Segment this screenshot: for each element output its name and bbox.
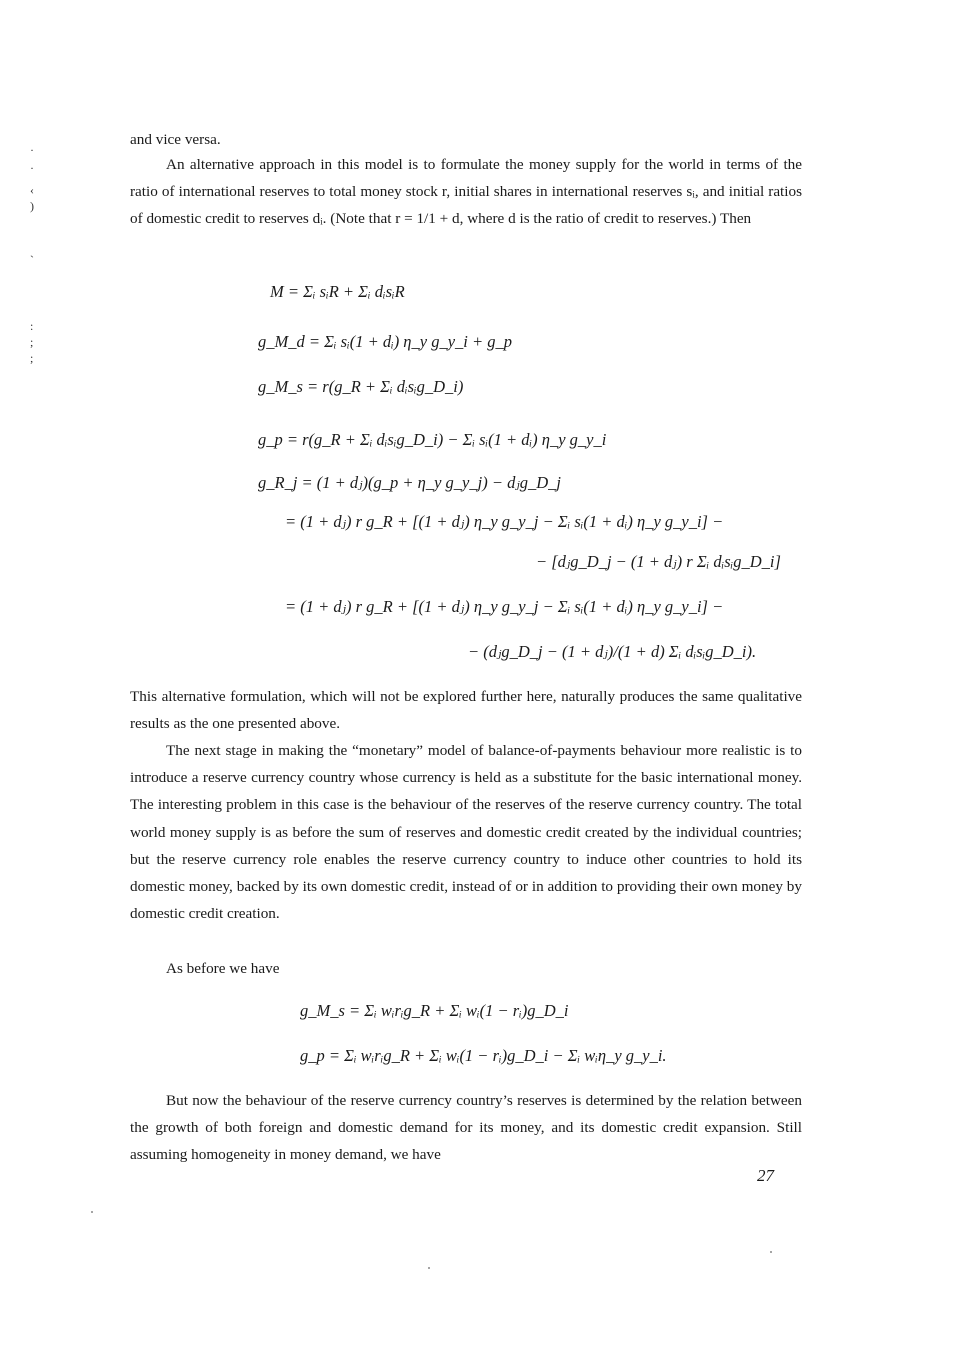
equation-gms-2: g_M_s = Σᵢ wᵢrᵢg_R + Σᵢ wᵢ(1 − rᵢ)g_D_i	[300, 1001, 569, 1020]
equation-gp: g_p = r(g_R + Σᵢ dᵢsᵢg_D_i) − Σᵢ sᵢ(1 + dᵢ) η_y g_y_i	[258, 430, 607, 449]
paragraph-alternative-approach: An alternative approach in this model is to formulate the money supply for the world in terms of the ratio of international reserves to total money stock r, initial shares in international reserves sᵢ, and initial ratios of domestic credit to reserves dᵢ. (Note that r = 1/1 + d, where d is the ratio of credit to reserves.) Then	[130, 156, 802, 228]
scan-speck	[770, 1251, 772, 1253]
scan-speck	[91, 1211, 93, 1213]
page-number: 27	[757, 1166, 774, 1185]
equation-gmd: g_M_d = Σᵢ sᵢ(1 + dᵢ) η_y g_y_i + g_p	[258, 332, 512, 351]
equation-grj-line-5: − (dⱼg_D_j − (1 + dⱼ)/(1 + d) Σᵢ dᵢsᵢg_D_i).	[468, 642, 757, 661]
paragraph-continuation: and vice versa.	[130, 131, 221, 148]
equation-grj-line-4: = (1 + dⱼ) r g_R + [(1 + dⱼ) η_y g_y_j − Σᵢ sᵢ(1 + dᵢ) η_y g_y_i] −	[285, 597, 724, 616]
paragraph-next-stage: The next stage in making the “monetary” model of balance-of-payments behaviour more realistic is to introduce a reserve currency country whose currency is held as a substitute for the basic international money. The interesting problem in this case is the behaviour of the reserves of the reserve currency country. The total world money supply is as before the sum of reserves and domestic credit created by the individual countries; but the reserve currency role enables the reserve currency country to induce other countries to hold its domestic money, backed by its own domestic credit, instead of or in addition to providing their own money by domestic credit creation.	[130, 742, 802, 923]
equation-grj-line-3: − [dⱼg_D_j − (1 + dⱼ) r Σᵢ dᵢsᵢg_D_i]	[536, 552, 781, 571]
equation-gp-2: g_p = Σᵢ wᵢrᵢg_R + Σᵢ wᵢ(1 − rᵢ)g_D_i − Σᵢ wᵢη_y g_y_i.	[300, 1046, 667, 1065]
scan-speck	[428, 1267, 430, 1269]
equation-grj-line-2: = (1 + dⱼ) r g_R + [(1 + dⱼ) η_y g_y_j − Σᵢ sᵢ(1 + dᵢ) η_y g_y_i] −	[285, 512, 724, 531]
paragraph-alternative-formulation: This alternative formulation, which will not be explored further here, naturally produces the same qualitative results as the one presented above.	[130, 688, 802, 733]
equation-grj: g_R_j = (1 + dⱼ)(g_p + η_y g_y_j) − dⱼg_D_j	[258, 473, 561, 492]
paragraph-but-now: But now the behaviour of the reserve currency country’s reserves is determined by the relation between the growth of both foreign and domestic demand for its money, and its domestic credit expansion. Still assuming homogeneity in money demand, we have	[130, 1092, 802, 1164]
paragraph-as-before: As before we have	[166, 960, 280, 977]
equation-gms: g_M_s = r(g_R + Σᵢ dᵢsᵢg_D_i)	[258, 377, 464, 396]
equation-m: M = Σᵢ sᵢR + Σᵢ dᵢsᵢR	[270, 282, 405, 301]
